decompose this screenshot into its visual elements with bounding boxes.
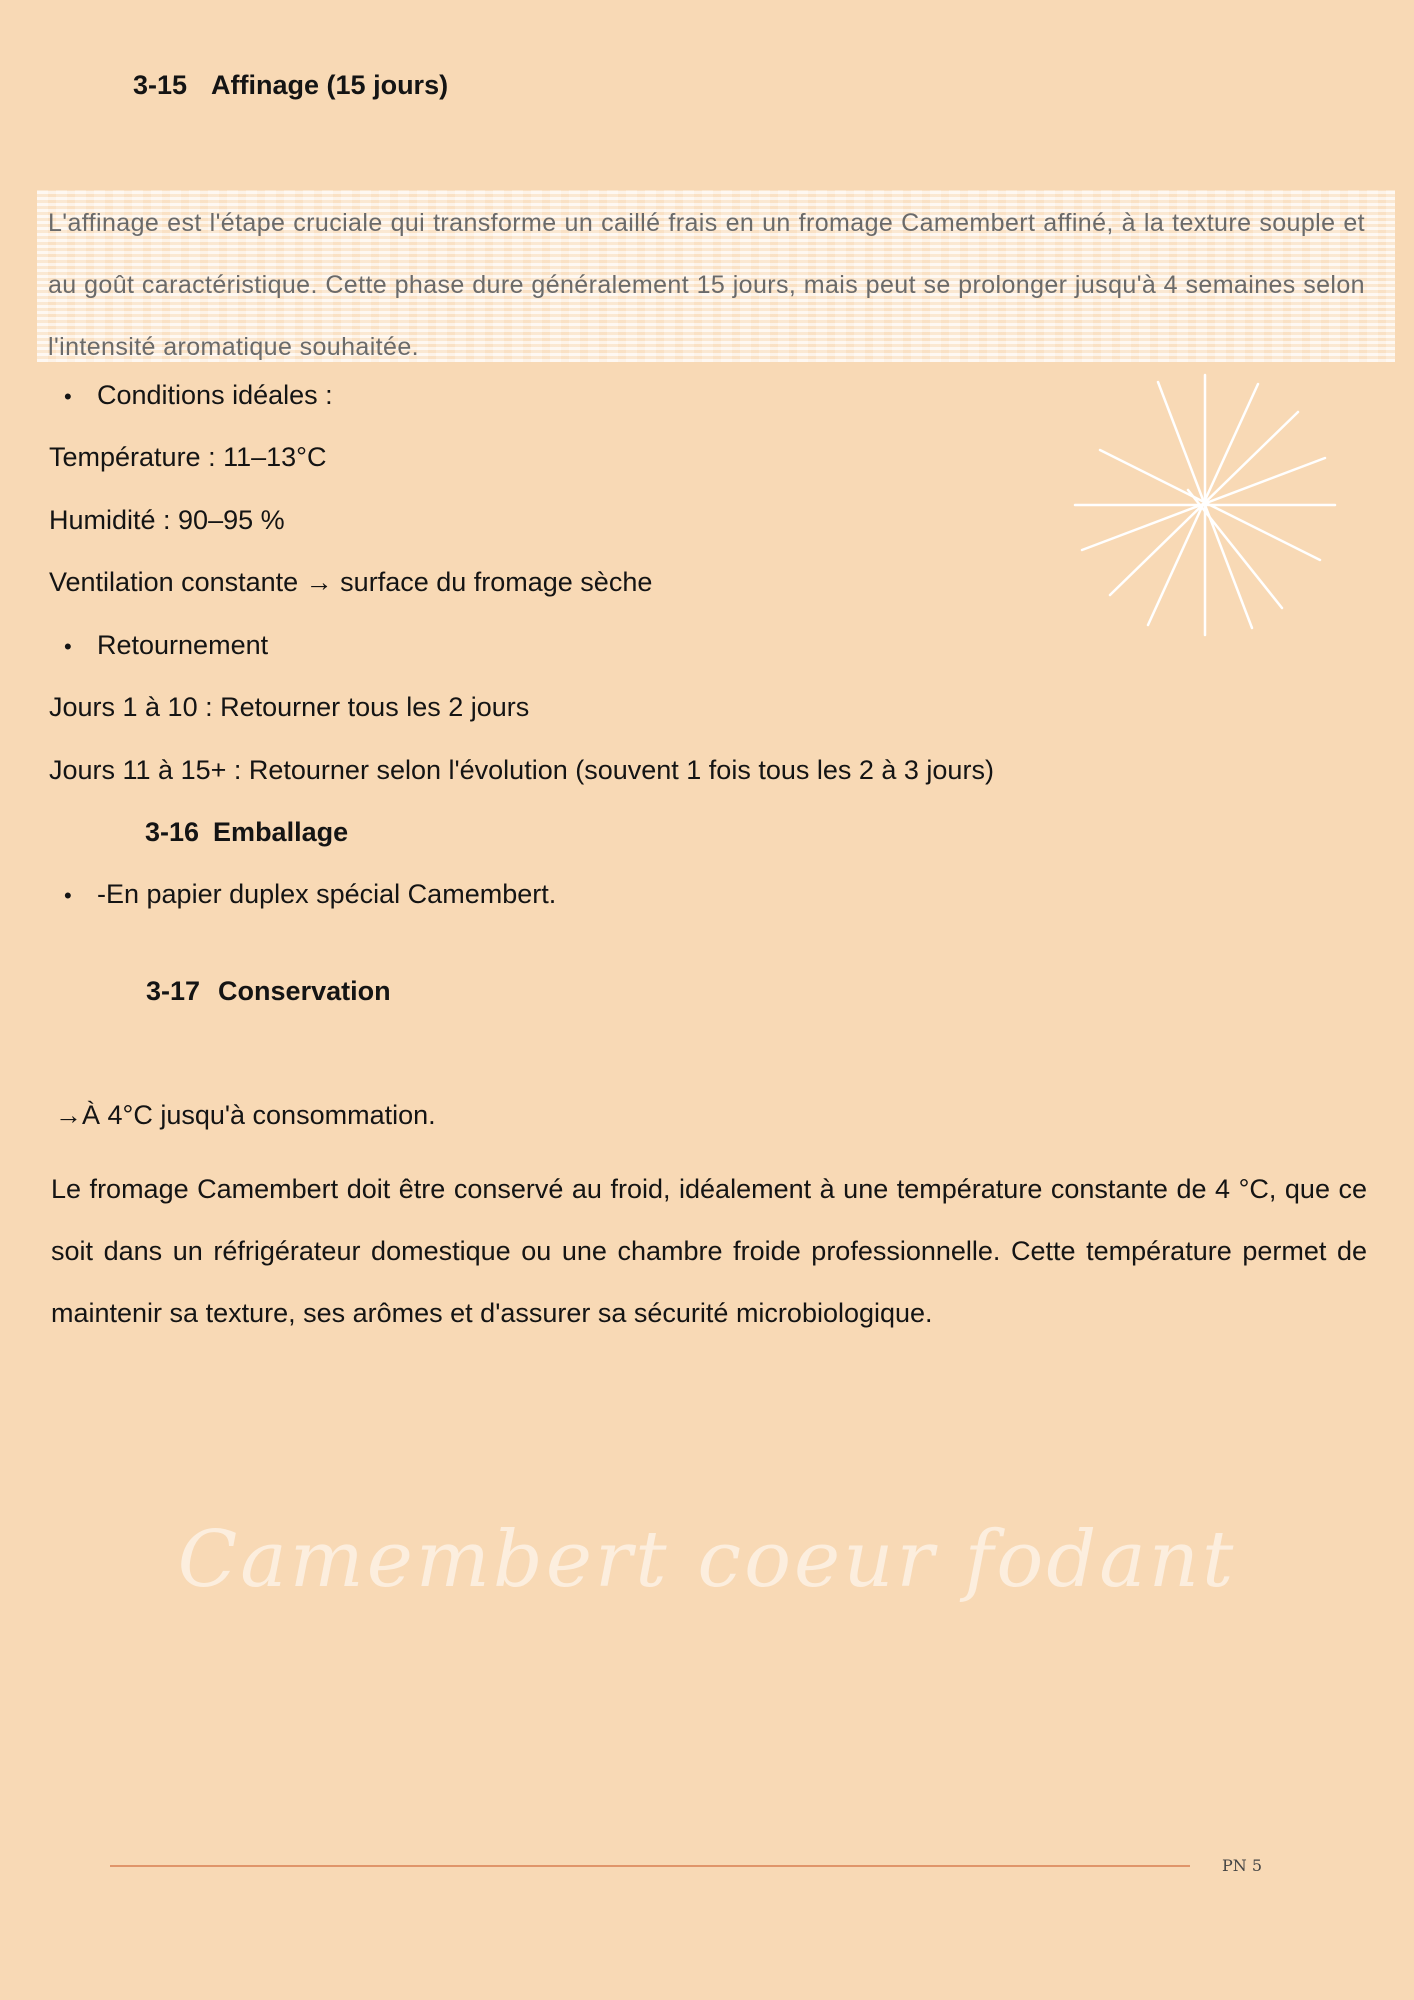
bullet-emballage — [64, 879, 556, 910]
bullet-retournement — [64, 630, 268, 661]
section-number: 3-17 — [146, 976, 201, 1006]
conservation-arrow-line: →À 4°C jusqu'à consommation. — [55, 1100, 436, 1130]
intro-paragraph: L'affinage est l'étape cruciale qui transforme un caillé frais en un fromage Camembert affiné, à la texture souple et au goût caractéristique. Cette phase dure généralement 15 jours, mais peut se prolonger jusqu'à 4 semaines selon l'intensité aromatique souhaitée. — [48, 209, 1365, 361]
section-number: 3-16 — [145, 817, 200, 847]
conservation-paragraph: Le fromage Camembert doit être conservé au froid, idéalement à une température constante de 4 °C, que ce soit dans un réfrigérateur domestique ou une chambre froide professionnelle. Cette température permet de maintenir sa texture, ses arômes et d'assurer sa sécurité microbiologique. — [51, 1174, 1367, 1328]
bullet-text: Conditions idéales : — [97, 380, 333, 410]
section-number: 3-15 — [133, 70, 188, 100]
turning-days-11-15: Jours 11 à 15+ : Retourner selon l'évolution (souvent 1 fois tous les 2 à 3 jours) — [49, 755, 994, 785]
sparkle-decoration-icon — [1070, 370, 1340, 640]
section-title: Conservation — [218, 976, 391, 1006]
bullet-dot-icon: • — [64, 634, 72, 659]
intro-highlight-block — [37, 190, 1395, 362]
footer-divider — [110, 1865, 1190, 1867]
ventilation-line: Ventilation constante → surface du fromage sèche — [49, 567, 653, 597]
watermark-script: Camembert coeur fodant — [177, 1515, 1237, 1605]
page-number: PN 5 — [1222, 1856, 1263, 1875]
section-heading-emballage — [145, 817, 348, 848]
bullet-conditions — [64, 380, 333, 411]
section-heading-affinage — [133, 70, 448, 101]
humidity-line: Humidité : 90–95 % — [49, 505, 285, 535]
bullet-text: Retournement — [97, 630, 269, 660]
bullet-text: -En papier duplex spécial Camembert. — [97, 879, 557, 909]
bullet-dot-icon: • — [64, 384, 72, 409]
temperature-line: Température : 11–13°C — [49, 442, 327, 472]
turning-days-1-10: Jours 1 à 10 : Retourner tous les 2 jours — [49, 692, 530, 722]
section-heading-conservation — [146, 976, 391, 1007]
section-title: Emballage — [213, 817, 349, 847]
bullet-dot-icon: • — [64, 883, 72, 908]
section-title: Affinage (15 jours) — [211, 70, 449, 100]
